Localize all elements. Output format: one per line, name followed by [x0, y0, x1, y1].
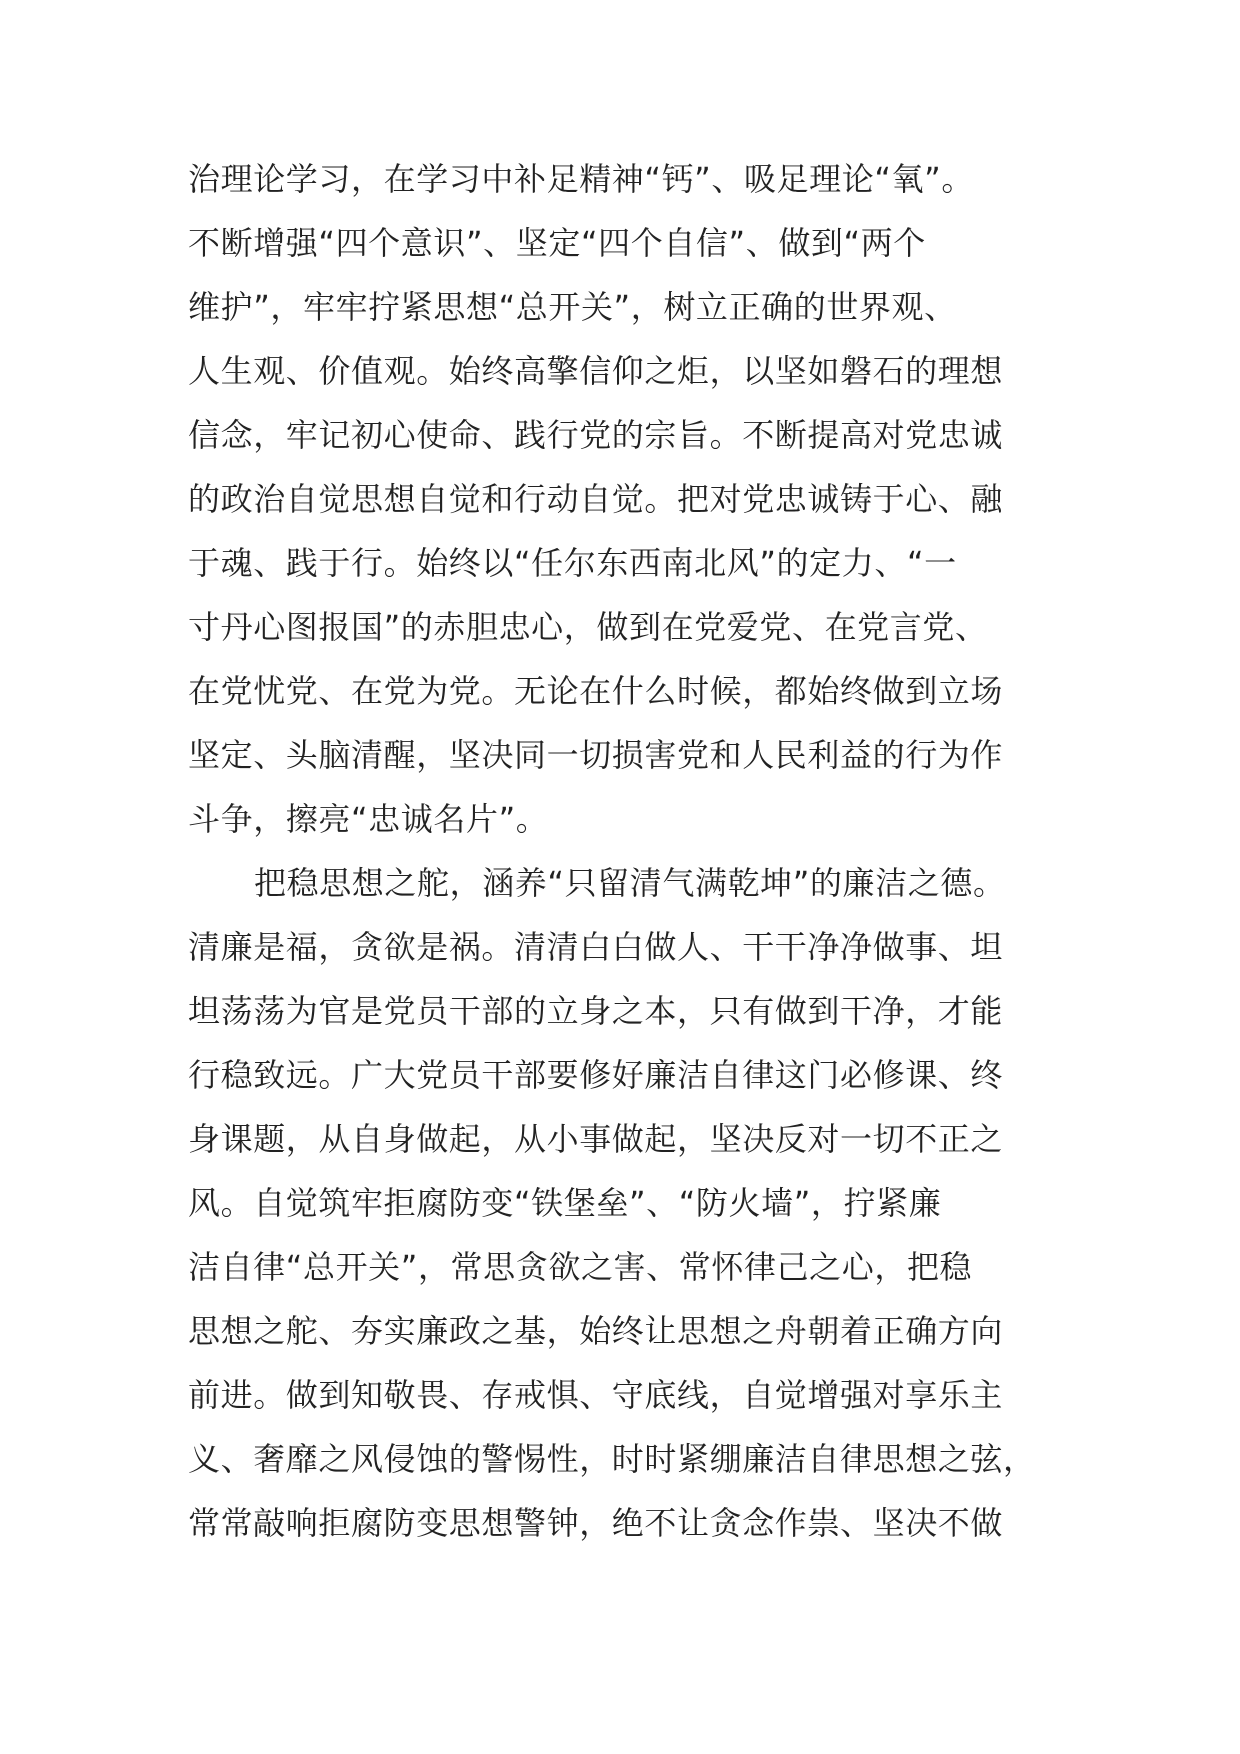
text-line: 人生观、价值观。始终高擎信仰之炬，以坚如磐石的理想: [188, 352, 1004, 390]
text-line: 寸丹心图报国”的赤胆忠心，做到在党爱党、在党言党、: [188, 608, 988, 646]
text-line: 前进。做到知敬畏、存戒惧、守底线，自觉增强对享乐主: [188, 1376, 1004, 1414]
text-line: 治理论学习，在学习中补足精神“钙”、吸足理论“氧”。: [188, 160, 974, 198]
text-line: 清廉是福，贪欲是祸。清清白白做人、干干净净做事、坦: [188, 928, 1004, 966]
text-line: 的政治自觉思想自觉和行动自觉。把对党忠诚铸于心、融: [188, 480, 1004, 518]
text-line: 斗争，擦亮“忠诚名片”。: [188, 800, 549, 838]
text-line: 坦荡荡为官是党员干部的立身之本，只有做到干净，才能: [188, 992, 1004, 1030]
text-line: 维护”，牢牢拧紧思想“总开关”，树立正确的世界观、: [188, 288, 957, 326]
text-line: 坚定、头脑清醒，坚决同一切损害党和人民利益的行为作: [188, 736, 1004, 774]
text-line: 于魂、践于行。始终以“任尔东西南北风”的定力、“一: [188, 544, 957, 582]
paragraph-first-line: 把稳思想之舵，涵养“只留清气满乾坤”的廉洁之德。: [254, 864, 1006, 902]
text-line: 义、奢靡之风侵蚀的警惕性，时时紧绷廉洁自律思想之弦，: [188, 1440, 1036, 1478]
text-line: 洁自律“总开关”，常思贪欲之害、常怀律己之心，把稳: [188, 1248, 973, 1286]
text-line: 在党忧党、在党为党。无论在什么时候，都始终做到立场: [188, 672, 1004, 710]
text-line: 思想之舵、夯实廉政之基，始终让思想之舟朝着正确方向: [188, 1312, 1004, 1350]
text-line: 行稳致远。广大党员干部要修好廉洁自律这门必修课、终: [188, 1056, 1004, 1094]
text-line: 信念，牢记初心使命、践行党的宗旨。不断提高对党忠诚: [188, 416, 1004, 454]
text-line: 常常敲响拒腐防变思想警钟，绝不让贪念作祟、坚决不做: [188, 1504, 1004, 1542]
text-line: 身课题，从自身做起，从小事做起，坚决反对一切不正之: [188, 1120, 1004, 1158]
text-line: 不断增强“四个意识”、坚定“四个自信”、做到“两个: [188, 224, 926, 262]
text-line: 风。自觉筑牢拒腐防变“铁堡垒”、“防火墙”，拧紧廉: [188, 1184, 942, 1222]
